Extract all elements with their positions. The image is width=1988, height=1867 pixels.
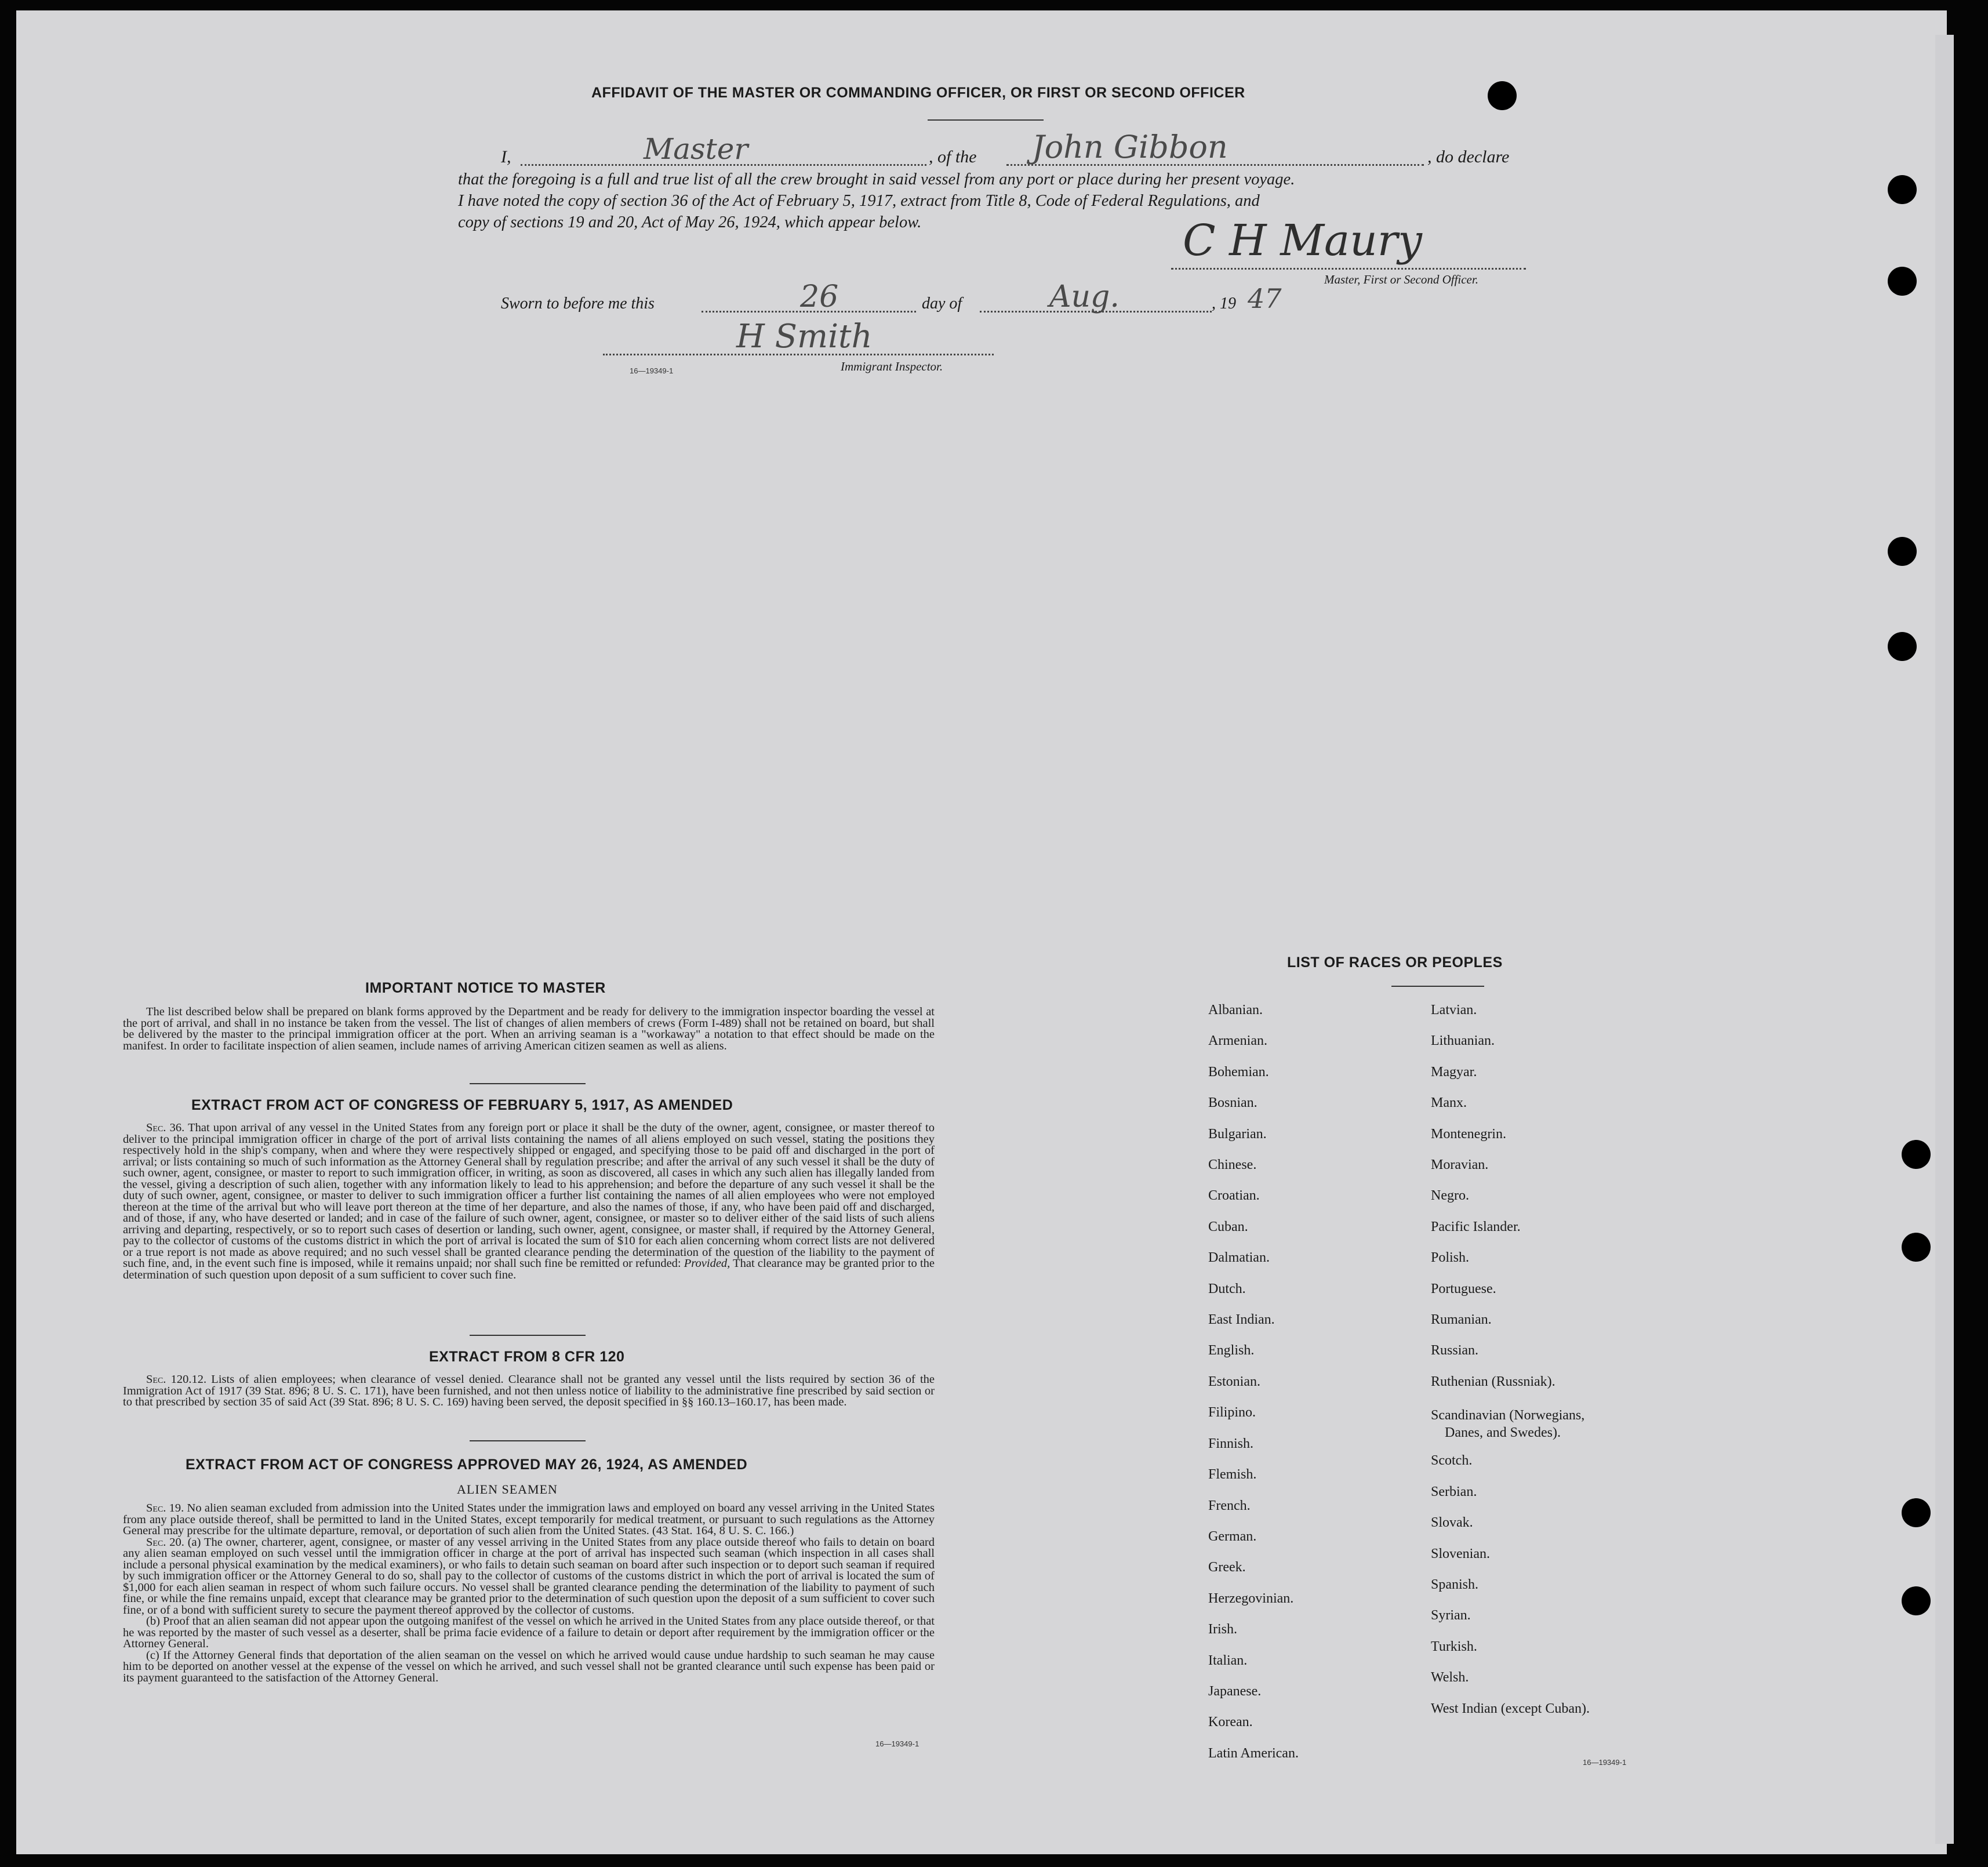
- race-item: Montenegrin.: [1431, 1126, 1506, 1142]
- race-item: German.: [1208, 1528, 1257, 1544]
- race-item: Magyar.: [1431, 1064, 1477, 1080]
- form-number: 16—19349-1: [630, 366, 674, 375]
- race-item: Scotch.: [1431, 1453, 1473, 1469]
- affidavit-body-line2: I have noted the copy of section 36 of the Act of February 5, 1917, extract from Title 8, Code of Federal Regulations, and: [458, 192, 1260, 210]
- form-number: 16—19349-1: [1583, 1758, 1627, 1767]
- races-title: LIST OF RACES OR PEOPLES: [1287, 954, 1503, 971]
- section-text-end: That clearance may be granted prior to the determination of such question upon deposit of a sum sufficient to cover such fine.: [123, 1257, 935, 1281]
- extract-1917-text: [123, 1123, 935, 1281]
- inspector-signature[interactable]: H Smith: [736, 318, 873, 355]
- affidavit-title: AFFIDAVIT OF THE MASTER OR COMMANDING OFFICER, OR FIRST OR SECOND OFFICER: [591, 85, 1245, 101]
- race-item: Croatian.: [1208, 1188, 1260, 1204]
- race-item: Scandinavian (Norwegians,: [1431, 1408, 1585, 1423]
- race-item: Greek.: [1208, 1560, 1246, 1575]
- punch-hole: [1488, 81, 1517, 110]
- race-item: Bohemian.: [1208, 1064, 1269, 1080]
- day-handwritten[interactable]: 26: [800, 279, 839, 314]
- punch-hole: [1888, 537, 1917, 566]
- race-item: Bulgarian.: [1208, 1126, 1267, 1142]
- race-item: Welsh.: [1431, 1670, 1469, 1686]
- extract-cfr-text: [123, 1374, 935, 1408]
- race-item: Filipino.: [1208, 1405, 1256, 1421]
- race-item: Polish.: [1431, 1250, 1470, 1266]
- year-prefix: , 19: [1212, 295, 1236, 313]
- race-item: Albanian.: [1208, 1002, 1263, 1018]
- race-item: Dutch.: [1208, 1281, 1246, 1296]
- month-handwritten[interactable]: Aug.: [1049, 279, 1120, 314]
- notice-paragraph: The list described below shall be prepared on blank forms approved by the Department and be ready for delivery to the immigration inspector boarding the vessel at the port of arrival, and shall in no instance be taken from the vessel. The list of changes of alien members of crews (Form I-489) shall not be retained on board, but shall be delivered by the master to the principal immigration officer at the port. When an arriving seaman is a "workaway" a notation to that effect should be made on the manifest. In order to facilitate inspection of alien seamen, include names of arriving American citizen seamen as well as aliens.: [123, 1005, 935, 1052]
- race-item: Pacific Islander.: [1431, 1219, 1521, 1234]
- races-column-1: [1208, 995, 1299, 1769]
- race-item: French.: [1208, 1498, 1251, 1513]
- extract-cfr-title: EXTRACT FROM 8 CFR 120: [429, 1349, 625, 1365]
- section-text: No alien seaman excluded from admission into the United States under the immigration laws and employed on board any vessel arriving in the United States from any place outside thereof, shall be permitted to land in the United States, except temporarily for medical treatment, or pursuant to such regulations as the Attorney General may prescribe for the ultimate departure, removal, or deportation of such alien from the United States. (43 Stat. 164, 8 U. S. C. 166.): [123, 1502, 935, 1537]
- race-item: Irish.: [1208, 1622, 1237, 1637]
- section-text: (b) Proof that an alien seaman did not appear upon the outgoing manifest of the vessel on which he arrived in the United States from any place outside thereof, or that he was reported by the master of such vessel as a deserter, shall be prima facie evidence of a failure to detain or deport after requirement by the immigration officer or the Attorney General.: [123, 1615, 935, 1650]
- race-item: Chinese.: [1208, 1157, 1257, 1173]
- section-label: Sec. 36.: [146, 1121, 185, 1134]
- master-signature[interactable]: C H Maury: [1183, 216, 1422, 266]
- section-label: Sec. 20.: [146, 1535, 184, 1549]
- race-item: Turkish.: [1431, 1639, 1477, 1654]
- divider: [1391, 986, 1484, 987]
- race-item: Latin American.: [1208, 1745, 1299, 1761]
- signature-line: [1171, 268, 1526, 270]
- extract-1924-text: [123, 1503, 935, 1684]
- section-label: Sec. 19.: [146, 1502, 184, 1514]
- declare-label: , do declare: [1427, 147, 1510, 166]
- race-item: Syrian.: [1431, 1608, 1471, 1623]
- race-item: Estonian.: [1208, 1374, 1260, 1389]
- race-item: Japanese.: [1208, 1683, 1262, 1699]
- race-item: Portuguese.: [1431, 1281, 1496, 1296]
- race-item: Bosnian.: [1208, 1095, 1258, 1111]
- punch-hole: [1902, 1586, 1931, 1615]
- proviso-word: Provided,: [684, 1257, 730, 1270]
- race-item: Korean.: [1208, 1715, 1253, 1730]
- race-item: Armenian.: [1208, 1033, 1267, 1049]
- divider: [470, 1440, 586, 1441]
- extract-1924-title: EXTRACT FROM ACT OF CONGRESS APPROVED MAY 26, 1924, AS AMENDED: [186, 1456, 748, 1473]
- race-item: Italian.: [1208, 1652, 1248, 1668]
- divider: [470, 1335, 586, 1336]
- punch-hole: [1888, 632, 1917, 661]
- signature-caption: Master, First or Second Officer.: [1324, 273, 1478, 286]
- race-item: Lithuanian.: [1431, 1033, 1495, 1049]
- section-text: (a) The owner, charterer, agent, consignee, or master of any vessel arriving in the United States from any place outside thereof who fails to detain on board any alien seaman employed on such vessel until the immigration officer in charge at the port of arrival has inspected such seaman (which inspection in all cases shall include a personal physical examination by the medical examiners), or who fails to detain such seaman on board after such inspection or to deport such seaman if required by such immigration officer or the Attorney General to do so, shall pay to the collector of customs of the customs district in which the port of arrival is located the sum of $1,000 for each alien seaman in respect of whom such failure occurs. No vessel shall be granted clearance pending the determination of the liability to payment of such fine, or while the fine remains unpaid, except that clearance may be granted prior to the determination of such question upon the deposit of a sum sufficient to cover such fine, or of a bond with sufficient surety to secure the payment thereof approved by the collector of customs.: [123, 1535, 935, 1617]
- races-column-2: [1431, 995, 1590, 1724]
- race-item: Moravian.: [1431, 1157, 1489, 1173]
- race-item: Slovak.: [1431, 1515, 1473, 1531]
- section-text: (c) If the Attorney General finds that deportation of the alien seaman on the vessel on which he arrived would cause undue hardship to such seaman he may cause him to be deported on another vessel at the expense of the vessel on which he arrived, and such vessel shall not be granted clearance until such expense has been paid or its payment guaranteed to the satisfaction of the Attorney General.: [123, 1648, 935, 1684]
- punch-hole: [1902, 1498, 1931, 1527]
- section-label: Sec. 120.12.: [146, 1373, 207, 1386]
- affidavit-body-line3: copy of sections 19 and 20, Act of May 26, 1924, which appear below.: [458, 213, 922, 231]
- day-of-label: day of: [922, 295, 962, 313]
- race-item: West Indian (except Cuban).: [1431, 1701, 1590, 1716]
- affidavit-body-line1: that the foregoing is a full and true list of all the crew brought in said vessel from any port or place during her present voyage.: [458, 170, 1295, 188]
- inspector-line: [603, 354, 994, 355]
- race-item: Flemish.: [1208, 1467, 1257, 1483]
- race-item: Danes, and Swedes).: [1445, 1425, 1561, 1441]
- inspector-caption: Immigrant Inspector.: [841, 359, 943, 373]
- race-item: Latvian.: [1431, 1002, 1477, 1018]
- extract-1924-subtitle: ALIEN SEAMEN: [457, 1482, 558, 1496]
- race-item: Dalmatian.: [1208, 1250, 1270, 1266]
- race-item: Finnish.: [1208, 1436, 1254, 1451]
- notice-text: [123, 1007, 935, 1052]
- divider: [470, 1083, 586, 1084]
- year-handwritten[interactable]: 47: [1248, 283, 1282, 314]
- race-item: Slovenian.: [1431, 1546, 1490, 1561]
- sworn-label: Sworn to before me this: [501, 295, 655, 313]
- race-item: Manx.: [1431, 1095, 1467, 1111]
- race-item: Cuban.: [1208, 1219, 1248, 1234]
- notice-title: IMPORTANT NOTICE TO MASTER: [365, 980, 606, 996]
- race-item: Negro.: [1431, 1188, 1469, 1204]
- punch-hole: [1902, 1233, 1931, 1262]
- extract-1917-title: EXTRACT FROM ACT OF CONGRESS OF FEBRUARY 5, 1917, AS AMENDED: [191, 1097, 733, 1113]
- race-item: English.: [1208, 1343, 1255, 1359]
- race-item: Serbian.: [1431, 1484, 1477, 1499]
- race-item: Spanish.: [1431, 1577, 1479, 1592]
- i-label: I,: [501, 147, 511, 166]
- page-edge: [1935, 35, 1954, 1844]
- punch-hole: [1902, 1140, 1931, 1169]
- divider: [928, 119, 1044, 121]
- race-item: Herzegovinian.: [1208, 1590, 1294, 1606]
- of-the-label: , of the: [929, 147, 977, 166]
- race-item: Rumanian.: [1431, 1312, 1492, 1328]
- race-item: Russian.: [1431, 1343, 1479, 1359]
- race-item: East Indian.: [1208, 1312, 1275, 1328]
- form-number: 16—19349-1: [875, 1739, 920, 1748]
- section-text: That upon arrival of any vessel in the United States from any foreign port or place it shall be the duty of the owner, agent, consignee, or master thereof to deliver to the principal immigration officer in charge of the port of arrival lists containing the names of all aliens employed on such vessel, stating the positions they respectively hold in the ship's company, when and where they were respectively shipped or engaged, and specifying those to be paid off and discharged in the port of arrival; or lists containing so much of such information as the Attorney General shall by regulation prescribe; and after the arrival of any such vessel it shall be the duty of such owner, agent, consignee, or master to report to such immigration officer, in writing, as soon as discovered, all cases in which any such alien has illegally landed from the vessel, giving a description of such alien, together with any information likely to lead to his apprehension; and before the departure of any such vessel it shall be the duty of such owner, agent, consignee, or master to deliver to such immigration officer a further list containing the names of all alien employees who were not employed thereon at the time of the arrival but who will leave port thereon at the time of her departure, and also the names of those, if any, who have been paid off and discharged, and of those, if any, who have deserted or landed; and in case of the failure of such owner, agent, consignee, or master so to deliver either of the said lists of such aliens arriving and departing, respectively, or so to report such cases of desertion or landing, such owner, agent, consignee, or master shall, if required by the Attorney General, pay to the collector of customs of the customs district in which the port of arrival is located the sum of $10 for each alien concerning whom correct lists are not delivered or a true report is not made as above required; and no such vessel shall be granted clearance pending the determination of the question of the liability to the payment of such fine, and, in the event such fine is imposed, while it remains unpaid; nor shall such fine be remitted or refunded:: [123, 1121, 935, 1270]
- punch-hole: [1888, 175, 1917, 204]
- punch-hole: [1888, 267, 1917, 296]
- vessel-handwritten[interactable]: John Gibbon: [1032, 129, 1228, 165]
- section-text: Lists of alien employees; when clearance of vessel denied. Clearance shall not be granted any vessel until the lists required by section 36 of the Immigration Act of 1917 (39 Stat. 896; 8 U. S. C. 171), have been furnished, and not then unless notice of liability to the administrative fine prescribed by said section or to that prescribed by section 35 of said Act (39 Stat. 896; 8 U. S. C. 169) having been served, the deposit specified in §§ 160.13–160.17, has been made.: [123, 1373, 935, 1408]
- race-item: Ruthenian (Russniak).: [1431, 1374, 1555, 1389]
- rank-handwritten[interactable]: Master: [644, 132, 748, 166]
